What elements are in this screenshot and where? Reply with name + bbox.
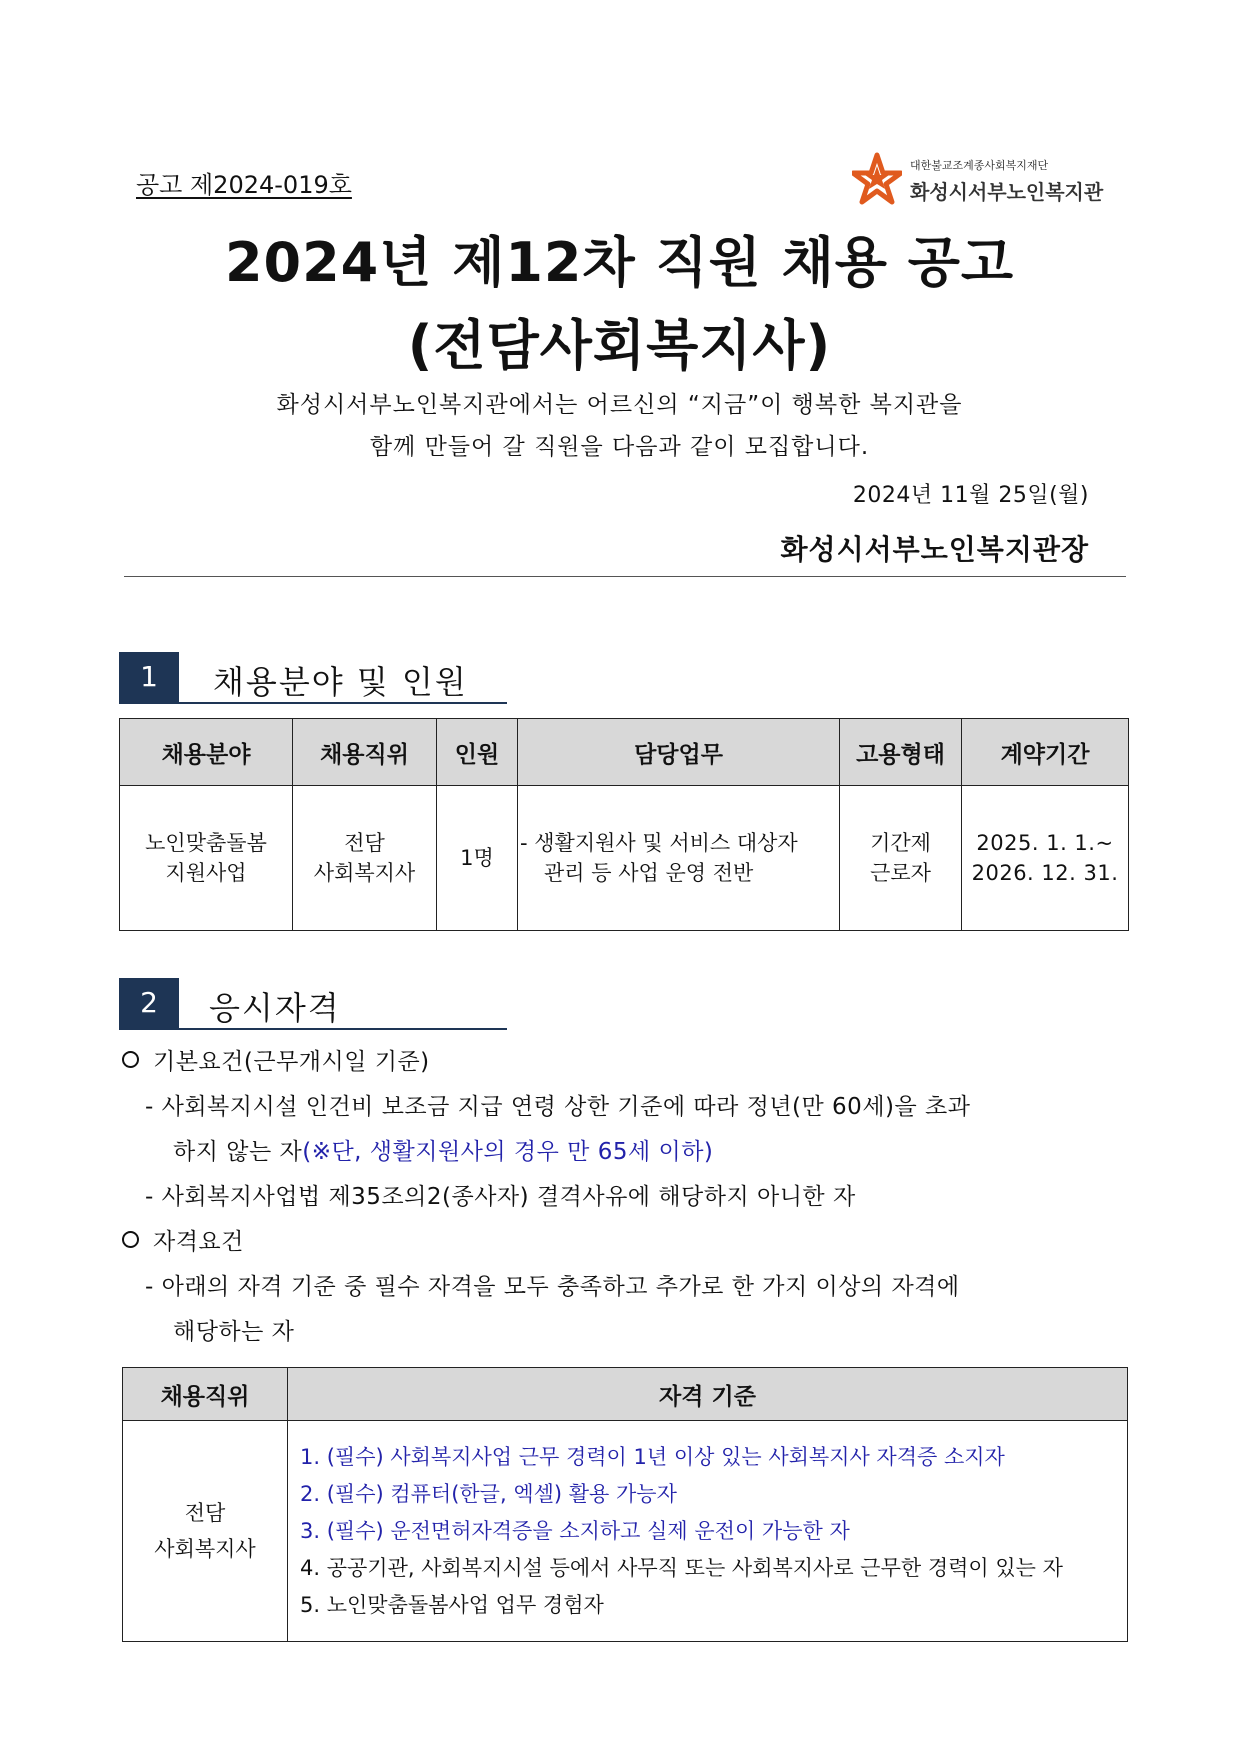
logo-center-name: 화성시서부노인복지관 [910, 180, 1104, 204]
section-2-title: 응시자격 [209, 989, 341, 1027]
cell-employment: 기간제 근로자 [840, 786, 962, 931]
star-logo-icon [852, 152, 902, 208]
notice-date: 2024년 11월 25일(월) [852, 483, 1089, 508]
circle-bullet-icon [122, 1051, 139, 1068]
cell-field: 노인맞춤돌봄 지원사업 [120, 786, 293, 931]
col-header-field: 채용분야 [120, 719, 293, 786]
col-header-position: 채용직위 [293, 719, 437, 786]
basic-heading-text: 기본요건(근무개시일 기준) [153, 1049, 430, 1075]
page-title: 2024년 제12차 직원 채용 공고 [224, 231, 1015, 294]
basic-item-1-note: (※단, 생활지원사의 경우 만 65세 이하) [302, 1139, 714, 1165]
intro-line-2: 함께 만들어 갈 직원을 다음과 같이 모집합니다. [369, 434, 870, 460]
col-header-duty: 담당업무 [518, 719, 840, 786]
col-header-position: 채용직위 [123, 1368, 288, 1421]
basic-item-2: - 사회복지사업법 제35조의2(종사자) 결격사유에 해당하지 아니한 자 [145, 1184, 856, 1210]
circle-bullet-icon [122, 1231, 139, 1248]
criteria-item-1: 1. (필수) 사회복지사업 근무 경력이 1년 이상 있는 사회복지사 자격증 소지자 [300, 1444, 1005, 1469]
table-row [123, 1421, 1128, 1642]
criteria-item-2: 2. (필수) 컴퓨터(한글, 엑셀) 활용 가능자 [300, 1481, 677, 1506]
criteria-item-3: 3. (필수) 운전면허자격증을 소지하고 실제 운전이 가능한 자 [300, 1518, 850, 1543]
basic-item-1-line-1: - 사회복지시설 인건비 보조금 지급 연령 상한 기준에 따라 정년(만 60세)을 초과 [145, 1094, 971, 1120]
section-1-title: 채용분야 및 인원 [213, 663, 468, 701]
cell-duty [518, 786, 840, 931]
organization-logo [852, 152, 1122, 212]
basic-item-1-text: 하지 않는 자 [173, 1139, 303, 1165]
recruitment-table [119, 718, 1129, 931]
qualification-heading [122, 1223, 244, 1256]
col-header-criteria: 자격 기준 [288, 1368, 1128, 1421]
header-divider [124, 576, 1126, 577]
logo-org-name: 대한불교조계종사회복지재단 [910, 159, 1049, 172]
section-1-number: 1 [119, 652, 179, 702]
section-2-number: 2 [119, 978, 179, 1028]
cell-position: 전담 사회복지사 [293, 786, 437, 931]
criteria-item-5: 5. 노인맞춤돌봄사업 업무 경험자 [300, 1592, 604, 1617]
table-row [120, 786, 1129, 931]
signer: 화성시서부노인복지관장 [780, 533, 1089, 566]
basic-requirements-heading [122, 1043, 430, 1076]
criteria-item-4: 4. 공공기관, 사회복지시설 등에서 사무직 또는 사회복지사로 근무한 경력이 있는 자 [300, 1555, 1063, 1580]
col-header-count: 인원 [437, 719, 518, 786]
col-header-period: 계약기간 [962, 719, 1129, 786]
intro-line-1: 화성시서부노인복지관에서는 어르신의 “지금”이 행복한 복지관을 [276, 392, 963, 418]
qualification-heading-text: 자격요건 [153, 1229, 244, 1255]
duty-line-1: - 생활지원사 및 서비스 대상자 [520, 831, 798, 855]
basic-item-1-line-2 [173, 1133, 713, 1166]
cell-period: 2025. 1. 1.~ 2026. 12. 31. [962, 786, 1129, 931]
qualification-item-1-line-2: 해당하는 자 [173, 1319, 295, 1345]
col-header-employment: 고용형태 [840, 719, 962, 786]
notice-number: 공고 제2024-019호 [136, 171, 352, 199]
duty-line-2: 관리 등 사업 운영 전반 [544, 861, 754, 885]
cell-position: 전담 사회복지사 [123, 1421, 288, 1642]
page-subtitle: (전담사회복지사) [407, 314, 832, 377]
cell-count: 1명 [437, 786, 518, 931]
section-2-underline [119, 1028, 507, 1030]
cell-criteria [288, 1421, 1128, 1642]
qualification-table [122, 1367, 1128, 1642]
qualification-item-1-line-1: - 아래의 자격 기준 중 필수 자격을 모두 충족하고 추가로 한 가지 이상의 자격에 [145, 1274, 960, 1300]
section-1-underline [119, 702, 507, 704]
